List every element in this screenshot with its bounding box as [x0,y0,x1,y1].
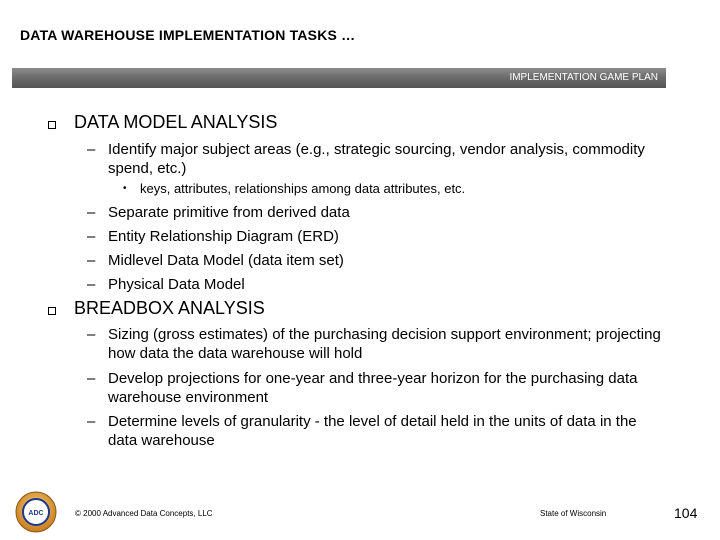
dash-bullet: – [87,370,96,387]
sub-list-item: keys, attributes, relationships among data attributes, etc. [140,181,466,196]
dash-bullet: – [87,413,96,430]
section-heading-data-model: DATA MODEL ANALYSIS [74,112,278,132]
list-item: Separate primitive from derived data [108,204,350,221]
copyright-text: © 2000 Advanced Data Concepts, LLC [75,509,213,518]
list-item: Midlevel Data Model (data item set) [108,252,344,269]
client-name: State of Wisconsin [540,509,607,518]
slide-title: DATA WAREHOUSE IMPLEMENTATION TASKS … [20,27,356,43]
checkbox-bullet-icon [48,307,56,315]
page-number: 104 [674,505,698,521]
list-item: Sizing (gross estimates) of the purchasing decision support environment; projecting how data the data warehouse will hold [108,326,661,362]
list-item: Entity Relationship Diagram (ERD) [108,228,339,245]
list-item: Develop projections for one-year and three-year horizon for the purchasing data warehouse environment [108,370,638,406]
section-banner [12,68,666,88]
dash-bullet: – [87,276,96,293]
dash-bullet: – [87,326,96,343]
list-item: Physical Data Model [108,276,245,293]
dash-bullet: – [87,204,96,221]
list-item: Determine levels of granularity - the level of detail held in the units of data in the data warehouse [108,413,637,449]
checkbox-bullet-icon [48,121,56,129]
adc-logo-icon [14,490,58,534]
dash-bullet: – [87,141,96,158]
dot-bullet: • [123,183,127,194]
logo-text: ADC [28,510,44,517]
list-item: Identify major subject areas (e.g., strategic sourcing, vendor analysis, commodity spend, etc.) [108,141,645,177]
section-heading-breadbox: BREADBOX ANALYSIS [74,298,265,318]
banner-label: IMPLEMENTATION GAME PLAN [509,72,658,83]
dash-bullet: – [87,252,96,269]
dash-bullet: – [87,228,96,245]
